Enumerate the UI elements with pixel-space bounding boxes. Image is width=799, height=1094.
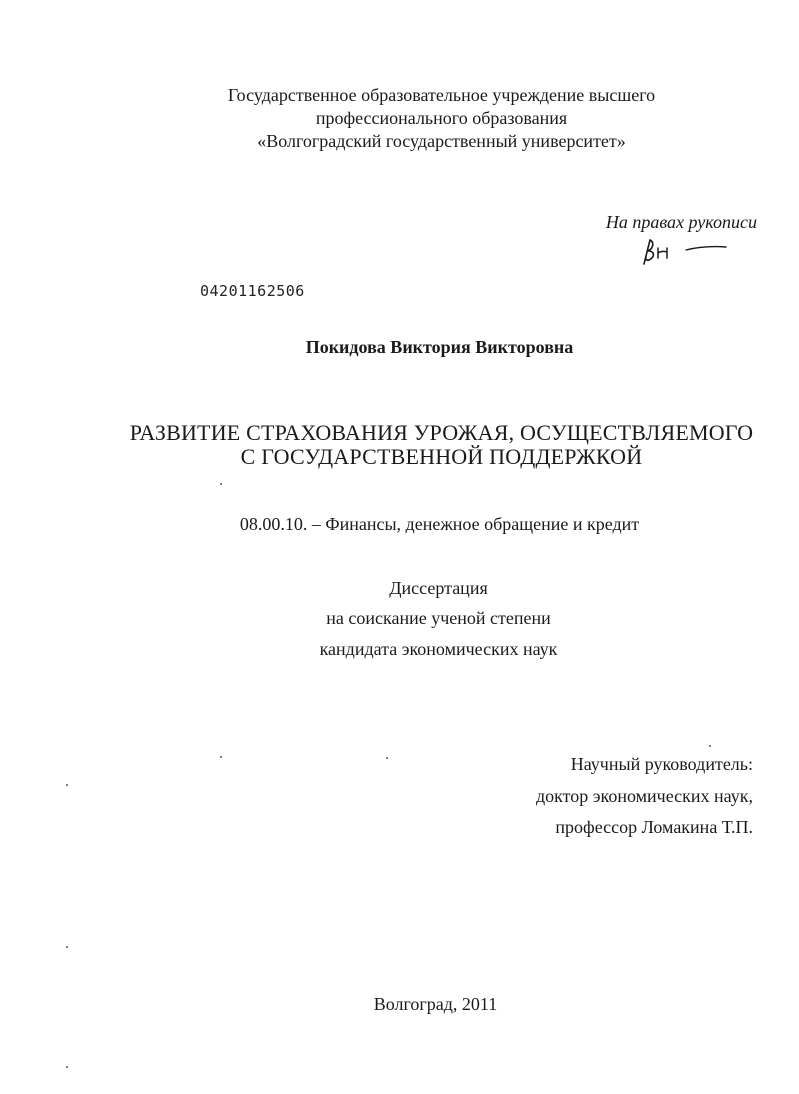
city-year: Волгоград, 2011: [373, 994, 498, 1014]
author-name: Покидова Виктория Викторовна: [305, 337, 574, 357]
scan-speck: [386, 757, 388, 759]
degree-line-1: Диссертация: [389, 578, 488, 598]
handwritten-signature: [640, 236, 730, 268]
degree-line-3: кандидата экономических наук: [319, 639, 558, 659]
dissertation-title-line-1: РАЗВИТИЕ СТРАХОВАНИЯ УРОЖАЯ, ОСУЩЕСТВЛЯЕМОГО: [129, 420, 754, 445]
institution-line-1: Государственное образовательное учреждение высшего: [227, 85, 656, 105]
supervisor-name: профессор Ломакина Т.П.: [555, 817, 753, 837]
scan-speck: [66, 946, 68, 948]
scan-speck: [709, 745, 711, 747]
specialty-code: 08.00.10. – Финансы, денежное обращение и кредит: [239, 514, 640, 534]
scan-speck: [66, 784, 68, 786]
manuscript-note: На правах рукописи: [605, 212, 757, 232]
institution-line-2: профессионального образования: [315, 108, 568, 128]
registration-number: 04201162506: [200, 282, 305, 300]
scan-speck: [220, 756, 222, 758]
institution-line-3: «Волгоградский государственный университет»: [257, 131, 626, 151]
scan-speck: [220, 483, 222, 485]
degree-line-2: на соискание ученой степени: [326, 608, 551, 628]
supervisor-degree: доктор экономических наук,: [536, 786, 753, 806]
supervisor-label: Научный руководитель:: [570, 754, 753, 774]
dissertation-title-line-2: С ГОСУДАРСТВЕННОЙ ПОДДЕРЖКОЙ: [240, 444, 643, 469]
scan-speck: [66, 1066, 68, 1068]
